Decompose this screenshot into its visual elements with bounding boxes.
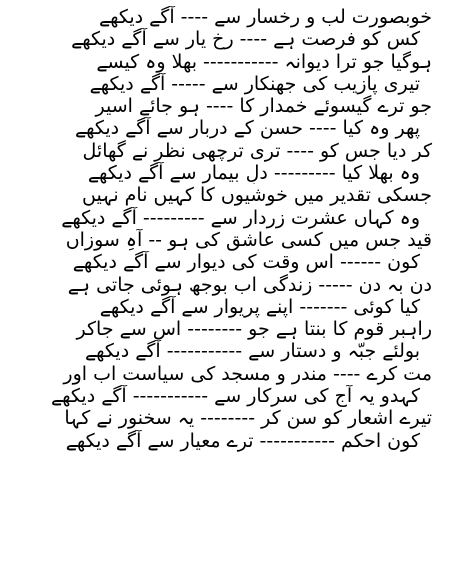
verse-line: ہوگیا جو ترا دیوانہ ----------- بھلا وہ کیسے bbox=[96, 50, 432, 73]
verse-line: تیرے اشعار کو سن کر -------- یہ سخنور نے کہا bbox=[64, 407, 432, 430]
verse-line: تیری پازیب کی جھنکار سے ----- آگے دیکھے bbox=[89, 72, 420, 95]
verse-line: مت کرے ---- مندر و مسجد کی سیاست اب اور bbox=[63, 362, 432, 385]
verse-line: کیا کوئی ------- اپنے پریوار سے آگے دیکھے bbox=[99, 295, 420, 318]
verse-line: راہبر قوم کا بنتا ہے جو -------- اس سے جاکر bbox=[76, 318, 432, 341]
verse-line: وہ کہاں عشرت زردار سے --------- آگے دیکھے bbox=[61, 206, 420, 229]
verse-line: دن بہ دن ----- زندگی اب بوجھ ہوئی جاتی ہے bbox=[67, 273, 432, 296]
verse-line: پھر وہ کیا ---- حسن کے دربار سے آگے دیکھے bbox=[74, 117, 420, 140]
verse-line: کہدو یہ آج کی سرکار سے ----------- آگے دیکھے bbox=[51, 385, 420, 408]
verse-line: خوبصورت لب و رخسار سے ---- آگے دیکھے bbox=[98, 6, 432, 28]
verse-line: کون ------ اس وقت کی دیوار سے آگے دیکھے bbox=[72, 251, 420, 274]
verse-line: جو ترے گیسوئے خمدار کا ---- ہو جائے اسیر bbox=[95, 95, 432, 118]
verse-line: کون احکم ----------- ترے معیار سے آگے دیکھے bbox=[65, 429, 420, 452]
verse-line: بولئے جبّہ و دستار سے ----------- آگے دیکھے bbox=[85, 340, 420, 363]
verse-line: قید جس میں کسی عاشق کی ہو -- آہِ سوزاں bbox=[65, 228, 432, 251]
verse-line: کر دیا جس کو ---- تری ترچھی نظر نے گھائل bbox=[82, 139, 432, 162]
verse-line: کس کو فرصت ہے ---- رخِ یار سے آگے دیکھے bbox=[71, 28, 420, 51]
verse-line: وہ بھلا کیا --------- دلِ بیمار سے آگے دیکھے bbox=[87, 162, 420, 185]
verse-line: جسکی تقدیر میں خوشیوں کا کہیں نام نہیں bbox=[82, 184, 432, 207]
